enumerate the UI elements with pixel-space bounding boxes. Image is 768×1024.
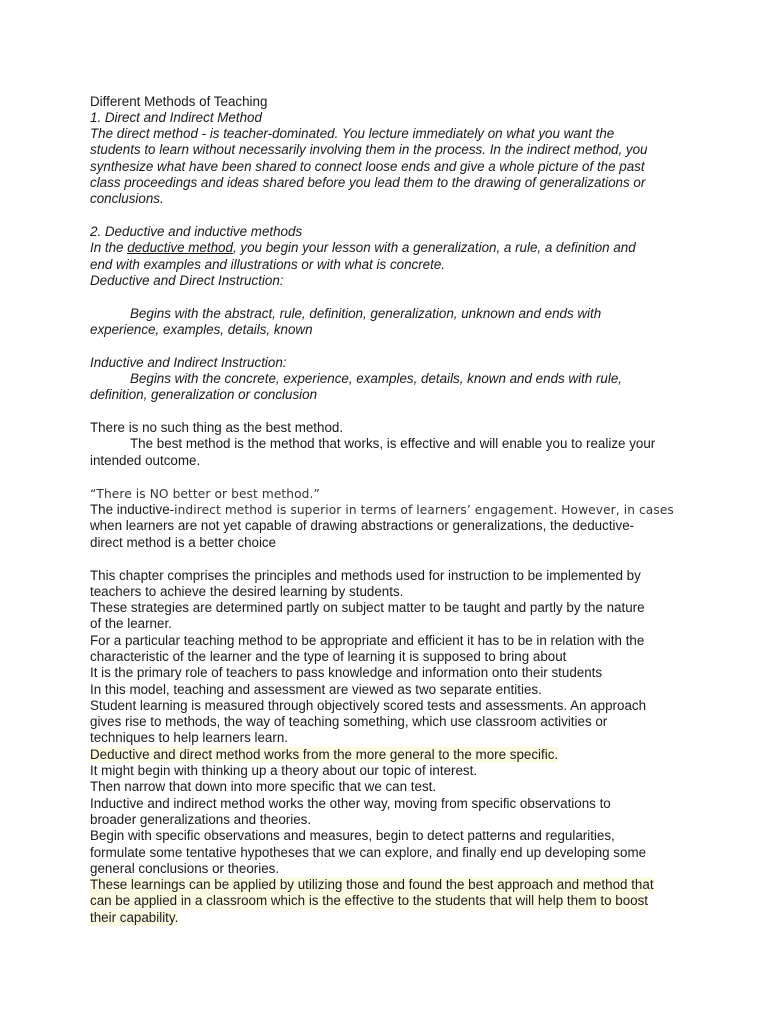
- best-method-text: intended outcome.: [90, 453, 201, 468]
- quote-body: when learners are not yet capable of drawing abstractions or generalizations, the deductive-: [90, 518, 635, 533]
- section-2-text: end with examples and illustrations or with what is concrete.: [90, 257, 446, 272]
- inductive-indirect-text: definition, generalization or conclusion: [90, 387, 318, 402]
- chapter-text: teachers to achieve the desired learning by students.: [90, 584, 404, 599]
- highlighted-text: Deductive and direct method works from the more general to the more specific.: [90, 747, 559, 762]
- deductive-direct-text: experience, examples, details, known: [90, 322, 313, 337]
- chapter-text: It might begin with thinking up a theory about our topic of interest.: [90, 763, 478, 778]
- quote-text: “There is NO better or best method.”: [90, 487, 320, 501]
- chapter-text: broader generalizations and theories.: [90, 812, 312, 827]
- section-1-text: The direct method - is teacher-dominated. You lecture immediately on what you want the: [90, 126, 615, 141]
- best-method-text: The best method is the method that works, is effective and will enable you to realize your: [130, 436, 656, 451]
- quote-body: direct method is a better choice: [90, 535, 277, 550]
- highlighted-text: These learnings can be applied by utilizing those and found the best approach and method that: [90, 877, 654, 892]
- chapter-text: of the learner.: [90, 616, 172, 631]
- quote-body: [90, 502, 674, 518]
- chapter-text: Student learning is measured through objectively scored tests and assessments. An approach: [90, 698, 647, 713]
- chapter-text: gives rise to methods, the way of teaching something, which use classroom activities or: [90, 714, 608, 729]
- section-2-heading: 2. Deductive and inductive methods: [90, 224, 303, 239]
- text-fragment: , you begin your lesson with a generalization, a rule, a definition and: [232, 240, 636, 255]
- inductive-indirect-text: Begins with the concrete, experience, examples, details, known and ends with rule,: [130, 371, 623, 386]
- chapter-text: This chapter comprises the principles and methods used for instruction to be implemented by: [90, 568, 641, 583]
- section-1-text: students to learn without necessarily involving them in the process. In the indirect method, you: [90, 142, 648, 157]
- deductive-direct-heading: Deductive and Direct Instruction:: [90, 273, 284, 288]
- text-fragment: In the: [90, 240, 128, 255]
- chapter-text: formulate some tentative hypotheses that we can explore, and finally end up developing some: [90, 845, 647, 860]
- chapter-text: general conclusions or theories.: [90, 861, 280, 876]
- chapter-text: Begin with specific observations and measures, begin to detect patterns and regularities,: [90, 828, 615, 843]
- text-fragment: The inductive-: [90, 502, 175, 517]
- text-fragment: indirect method is superior in terms of learners’ engagement. However, in cases: [174, 503, 674, 517]
- chapter-text: For a particular teaching method to be appropriate and efficient it has to be in relation with the: [90, 633, 645, 648]
- chapter-text: characteristic of the learner and the type of learning it is supposed to bring about: [90, 649, 567, 664]
- section-1-text: synthesize what have been shared to connect loose ends and give a whole picture of the past: [90, 159, 645, 174]
- chapter-text: Inductive and indirect method works the other way, moving from specific observations to: [90, 796, 611, 811]
- section-2-text: [90, 240, 636, 256]
- highlighted-text: can be applied in a classroom which is the effective to the students that will help them to boost: [90, 893, 649, 908]
- section-1-heading: 1. Direct and Indirect Method: [90, 110, 262, 125]
- deductive-method-link[interactable]: deductive method: [127, 240, 233, 255]
- chapter-text: techniques to help learners learn.: [90, 730, 289, 745]
- deductive-direct-text: Begins with the abstract, rule, definition, generalization, unknown and ends with: [130, 306, 602, 321]
- section-1-text: class proceedings and ideas shared before you lead them to the drawing of generalizations or: [90, 175, 646, 190]
- best-method-text: There is no such thing as the best method.: [90, 420, 344, 435]
- chapter-text: It is the primary role of teachers to pass knowledge and information onto their students: [90, 665, 603, 680]
- document-title: Different Methods of Teaching: [90, 94, 268, 109]
- chapter-text: In this model, teaching and assessment are viewed as two separate entities.: [90, 682, 542, 697]
- highlighted-text: their capability.: [90, 910, 179, 925]
- chapter-text: Then narrow that down into more specific that we can test.: [90, 779, 437, 794]
- inductive-indirect-heading: Inductive and Indirect Instruction:: [90, 355, 287, 370]
- section-1-text: conclusions.: [90, 191, 164, 206]
- chapter-text: These strategies are determined partly on subject matter to be taught and partly by the nature: [90, 600, 645, 615]
